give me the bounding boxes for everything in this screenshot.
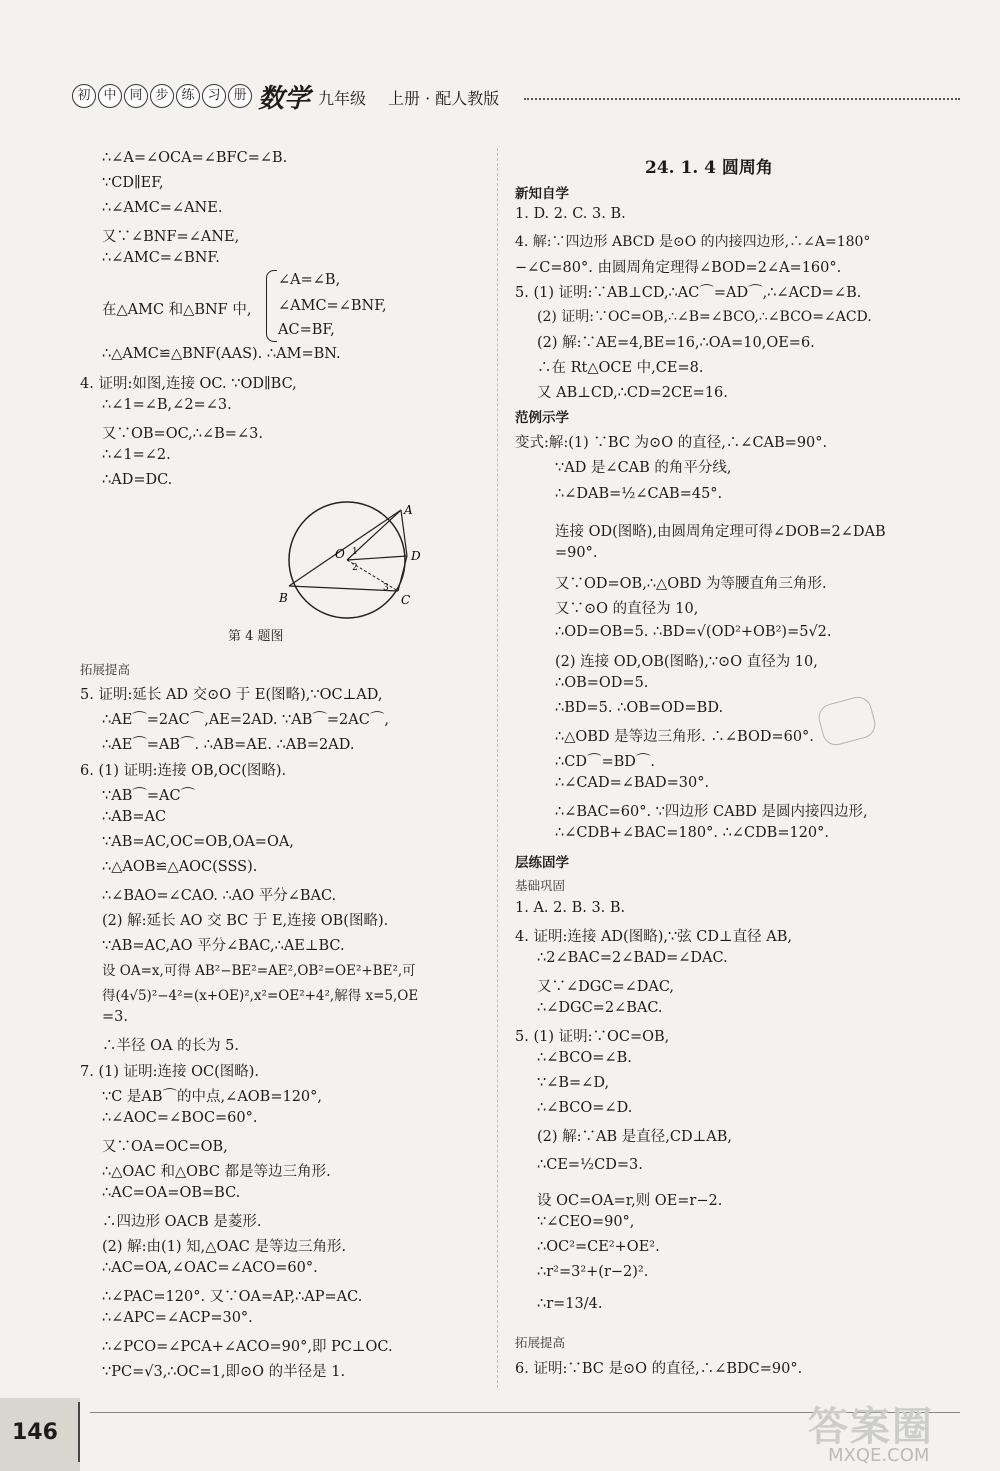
text-line: 又∵OA=OC=OB, — [102, 1139, 228, 1155]
text-line: (2) 解:∵AE=4,BE=16,∴OA=10,OE=6. — [537, 335, 815, 351]
text-line: ∴∠PAC=120°. 又∵OA=AP,∴AP=AC. — [102, 1289, 363, 1305]
text-line: ∴在 Rt△OCE 中,CE=8. — [537, 360, 704, 376]
text-line: ∴BD=5. ∴OB=OD=BD. — [555, 700, 724, 716]
text-line: ∴半径 OA 的长为 5. — [102, 1038, 240, 1054]
text-line: 1. A. 2. B. 3. B. — [515, 900, 626, 916]
system-brace — [266, 270, 277, 342]
text-line: ∴△OAC 和△OBC 都是等边三角形. — [102, 1164, 331, 1180]
text-line: ∴∠1=∠B,∠2=∠3. — [102, 397, 232, 413]
section-heading: 范例示学 — [515, 410, 569, 426]
text-line: ∴∠A=∠OCA=∠BFC=∠B. — [102, 150, 288, 166]
point-label: C — [401, 593, 411, 607]
series-char: 练 — [176, 84, 200, 108]
text-line: ∵C 是AB⌒的中点,∠AOB=120°, — [102, 1089, 323, 1105]
series-char: 同 — [124, 84, 148, 108]
text-line: ∴∠1=∠2. — [102, 447, 171, 463]
text-line: (2) 解:由(1) 知,△OAC 是等边三角形. — [102, 1239, 347, 1255]
text-line: 6. (1) 证明:连接 OB,OC(图略). — [80, 763, 287, 779]
text-line: ∴AC=OA,∠OAC=∠ACO=60°. — [102, 1260, 318, 1276]
text-line: ∴∠CAD=∠BAD=30°. — [555, 775, 710, 791]
text-line: 又∵∠BNF=∠ANE, — [102, 229, 240, 245]
section-heading: 层练固学 — [515, 855, 569, 871]
text-line: ∵AD 是∠CAB 的角平分线, — [555, 460, 732, 476]
page-number: 146 — [12, 1420, 58, 1445]
text-line: 又∵OD=OB,∴△OBD 为等腰直角三角形. — [555, 576, 827, 592]
text-line: (2) 解:延长 AO 交 BC 于 E,连接 OB(图略). — [102, 913, 389, 929]
text-line: =3. — [102, 1009, 128, 1025]
text-line: (2) 连接 OD,OB(图略),∵⊙O 直径为 10, — [555, 654, 818, 670]
text-line: (2) 证明:∵OC=OB,∴∠B=∠BCO,∴∠BCO=∠ACD. — [537, 309, 872, 325]
text-line: ∴∠AOC=∠BOC=60°. — [102, 1110, 258, 1126]
watermark-logo: 答案圈 — [808, 1404, 934, 1450]
text-line: 1. D. 2. C. 3. B. — [515, 206, 626, 222]
text-line: ∴AB=AC — [102, 809, 167, 825]
text-line: ∵AB=AC,OC=OB,OA=OA, — [102, 834, 294, 850]
edition-label: 上册 · 配人教版 — [388, 89, 500, 108]
text-line: =90°. — [555, 545, 598, 561]
section-heading: 新知自学 — [515, 186, 569, 202]
text-line: ∴∠BCO=∠B. — [537, 1050, 632, 1066]
text-line: ∵∠B=∠D, — [537, 1075, 610, 1091]
text-line: 在△AMC 和△BNF 中, — [102, 302, 252, 318]
section-title: 24. 1. 4 圆周角 — [645, 158, 773, 178]
point-label: A — [404, 503, 413, 517]
text-line: (2) 解:∵AB 是直径,CD⊥AB, — [537, 1129, 732, 1145]
angle-label: 2 — [352, 563, 358, 573]
text-line: 5. (1) 证明:∵OC=OB, — [515, 1029, 670, 1045]
figure-caption: 第 4 题图 — [228, 629, 284, 644]
text-line: ∴∠BCO=∠D. — [537, 1100, 633, 1116]
text-line: ∴△OBD 是等边三角形. ∴∠BOD=60°. — [555, 729, 814, 745]
point-label: D — [411, 549, 421, 563]
text-line: 5. 证明:延长 AD 交⊙O 于 E(图略),∵OC⊥AD, — [80, 687, 383, 703]
text-line: ∵AB=AC,AO 平分∠BAC,∴AE⊥BC. — [102, 938, 345, 954]
text-line: ∴CD⌒=BD⌒. — [555, 754, 655, 770]
text-line: AC=BF, — [278, 322, 335, 338]
text-line: ∴AE⌒=2AC⌒,AE=2AD. ∵AB⌒=2AC⌒, — [102, 712, 389, 728]
text-line: ∵PC=√3,∴OC=1,即⊙O 的半径是 1. — [102, 1364, 346, 1380]
left-column — [80, 0, 490, 1400]
text-line: 设 OC=OA=r,则 OE=r−2. — [537, 1193, 723, 1209]
text-line: 又∵⊙O 的直径为 10, — [555, 601, 699, 617]
watermark-url: MXQE.COM — [828, 1445, 930, 1466]
point-label: B — [279, 591, 288, 605]
text-line: ∴△AMC≌△BNF(AAS). ∴AM=BN. — [102, 346, 341, 362]
text-line: ∠A=∠B, — [278, 272, 341, 288]
text-line: ∠AMC=∠BNF, — [278, 298, 387, 314]
text-line: ∵AB⌒=AC⌒ — [102, 788, 196, 804]
text-line: ∴∠DGC=2∠BAC. — [537, 1000, 663, 1016]
text-line: ∴∠APC=∠ACP=30°. — [102, 1310, 253, 1326]
series-char: 册 — [228, 84, 252, 108]
right-column — [515, 0, 955, 1400]
text-line: 连接 OD(图略),由圆周角定理可得∠DOB=2∠DAB — [555, 524, 886, 540]
text-line: ∴AE⌒=AB⌒. ∴AB=AE. ∴AB=2AD. — [102, 737, 355, 753]
text-line: ∴CE=½CD=3. — [537, 1157, 643, 1173]
text-line: 4. 解:∵四边形 ABCD 是⊙O 的内接四边形,∴∠A=180° — [515, 234, 871, 250]
text-line: ∴r=13/4. — [537, 1296, 603, 1312]
series-char: 习 — [202, 84, 226, 108]
text-line: ∴r²=3²+(r−2)². — [537, 1264, 649, 1280]
text-line: 6. 证明:∵BC 是⊙O 的直径,∴∠BDC=90°. — [515, 1361, 803, 1377]
text-line: ∴AD=DC. — [102, 472, 173, 488]
text-line: ∴AC=OA=OB=BC. — [102, 1185, 241, 1201]
text-line: ∴∠PCO=∠PCA+∠ACO=90°,即 PC⊥OC. — [102, 1339, 393, 1355]
angle-label: 1 — [352, 547, 358, 557]
grade-label: 九年级 — [318, 89, 367, 108]
text-line: 7. (1) 证明:连接 OC(图略). — [80, 1064, 259, 1080]
text-line: ∵CD∥EF, — [102, 175, 164, 191]
point-label: O — [335, 547, 345, 561]
text-line: 又∵OB=OC,∴∠B=∠3. — [102, 426, 263, 442]
circle-figure — [279, 500, 435, 625]
text-line: ∴OB=OD=5. — [555, 675, 649, 691]
text-line: ∴2∠BAC=2∠BAD=∠DAC. — [537, 950, 728, 966]
text-line: 设 OA=x,可得 AB²−BE²=AE²,OB²=OE²+BE²,可 — [102, 963, 416, 979]
text-line: 又∵∠DGC=∠DAC, — [537, 979, 675, 995]
text-line: 5. (1) 证明:∵AB⊥CD,∴AC⌒=AD⌒,∴∠ACD=∠B. — [515, 285, 862, 301]
text-line: ∴∠DAB=½∠CAB=45°. — [555, 486, 723, 502]
text-line: ∴∠BAO=∠CAO. ∴AO 平分∠BAC. — [102, 888, 337, 904]
text-line: 得(4√5)²−4²=(x+OE)²,x²=OE²+4²,解得 x=5,OE — [102, 988, 419, 1004]
text-line: 4. 证明:连接 AD(图略),∵弦 CD⊥直径 AB, — [515, 929, 792, 945]
text-line: 4. 证明:如图,连接 OC. ∵OD∥BC, — [80, 376, 297, 392]
text-line: ∴四边形 OACB 是菱形. — [102, 1214, 262, 1230]
angle-label: 3 — [383, 583, 389, 593]
text-line: ∴OD=OB=5. ∴BD=√(OD²+OB²)=5√2. — [555, 624, 832, 640]
section-subheading: 拓展提高 — [80, 662, 131, 677]
text-line: ∴∠AMC=∠BNF. — [102, 250, 220, 266]
column-divider — [497, 148, 498, 1388]
subject-title: 数学 — [258, 84, 311, 114]
text-line: −∠C=80°. 由圆周角定理得∠BOD=2∠A=160°. — [515, 260, 842, 276]
text-line: ∴OC²=CE²+OE². — [537, 1239, 660, 1255]
text-line: ∵∠CEO=90°, — [537, 1214, 635, 1230]
text-line: 又 AB⊥CD,∴CD=2CE=16. — [537, 385, 728, 401]
series-char: 步 — [150, 84, 174, 108]
series-char: 中 — [98, 84, 122, 108]
section-subheading: 基础巩固 — [515, 878, 566, 893]
text-line: ∴△AOB≌△AOC(SSS). — [102, 859, 258, 875]
binding-marks — [78, 1402, 94, 1462]
series-char: 初 — [72, 84, 96, 108]
text-line: 变式:解:(1) ∵BC 为⊙O 的直径,∴∠CAB=90°. — [515, 435, 828, 451]
text-line: ∴∠AMC=∠ANE. — [102, 200, 223, 216]
section-subheading: 拓展提高 — [515, 1335, 566, 1350]
text-line: ∴∠CDB+∠BAC=180°. ∴∠CDB=120°. — [555, 825, 829, 841]
text-line: ∴∠BAC=60°. ∵四边形 CABD 是圆内接四边形, — [555, 804, 868, 820]
